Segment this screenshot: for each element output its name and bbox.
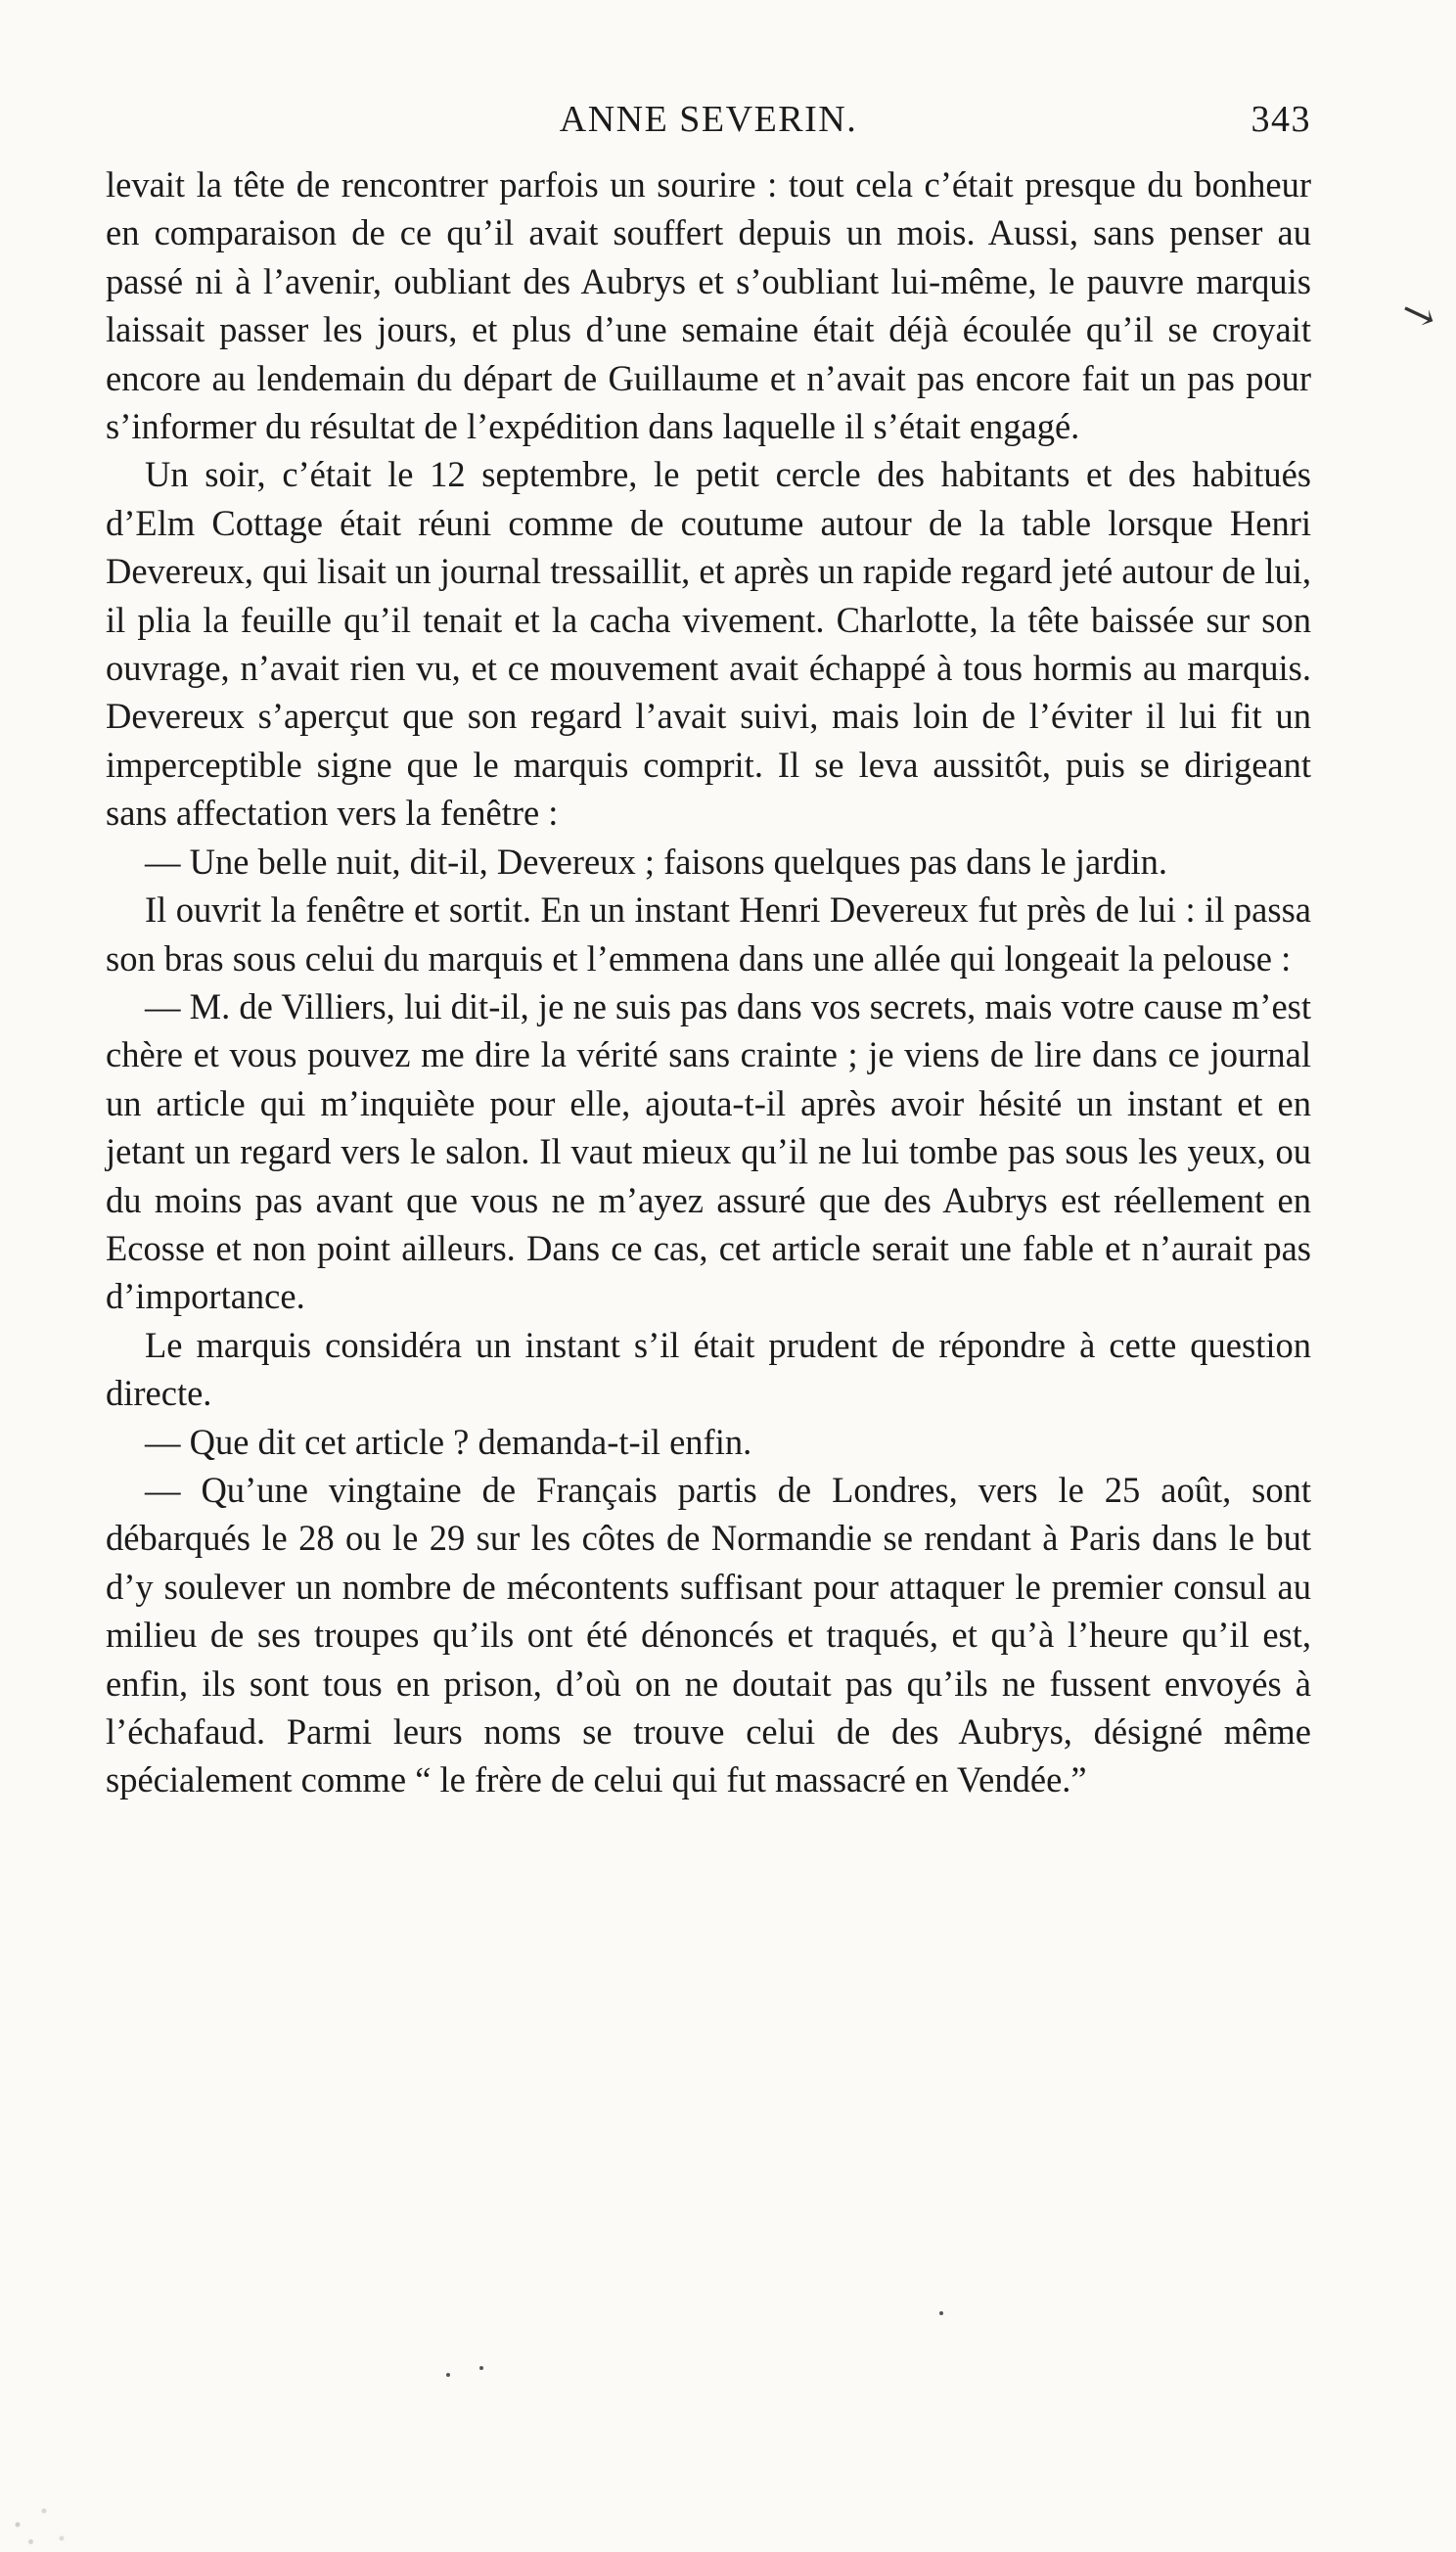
page-number: 343 — [1251, 99, 1311, 140]
ink-speck — [479, 2366, 483, 2370]
paragraph-8: — Qu’une vingtaine de Français partis de Londres, vers le 25 août, sont débarqués le 28 ou le 29 sur les côtes de Normandie se rendant à Paris dans le but d’y soulever un nombre de mécontents suffisant pour attaquer le premier consul au milieu de ses troupes qu’ils ont été dénoncés et traqués, et qu’à l’heure qu’il est, enfin, ils sont tous en prison, d’où on ne doutait pas qu’ils ne fussent envoyés à l’échafaud. Parmi leurs noms se trouve celui de des Aubrys, désigné même spécialement comme “ le frère de celui qui fut massacré en Vendée.” — [106, 1469, 1311, 1800]
ink-speck — [446, 2373, 450, 2377]
margin-ink-mark: ↘ — [1394, 288, 1443, 342]
paragraph-4: Il ouvrit la fenêtre et sortit. En un instant Henri Devereux fut près de lui : il passa son bras sous celui du marquis et l’emmena dans une allée qui longeait la pelouse : — [106, 889, 1311, 979]
paragraph-5: — M. de Villiers, lui dit-il, je ne suis pas dans vos secrets, mais votre cause m’est chère et vous pouvez me dire la vérité sans crainte ; je viens de lire dans ce journal un article qui m’inquiète pour elle, ajouta-t-il après avoir hésité un instant et en jetant un regard vers le salon. Il vaut mieux qu’il ne lui tombe pas sous les yeux, ou du moins pas avant que vous ne m’ayez assuré que des Aubrys est réellement en Ecosse et non point ailleurs. Dans ce cas, cet article serait une fable et n’aurait pas d’importance. — [106, 985, 1311, 1317]
paragraph-6: Le marquis considéra un instant s’il était prudent de répondre à cette question directe. — [106, 1324, 1311, 1414]
body-text — [106, 160, 1311, 1804]
paragraph-1: levait la tête de rencontrer parfois un sourire : tout cela c’était presque du bonheur en comparaison de ce qu’il avait souffert depuis un mois. Aussi, sans penser au passé ni à l’avenir, oubliant des Aubrys et s’oubliant lui-même, le pauvre marquis laissait passer les jours, et plus d’une semaine était déjà écoulée qu’il se croyait encore au lendemain du départ de Guillaume et n’avait pas encore fait un pas pour s’informer du résultat de l’expédition dans laquelle il s’était engagé. — [106, 164, 1311, 447]
running-header — [106, 98, 1311, 160]
ink-speck — [939, 2311, 943, 2315]
book-page — [106, 98, 1311, 1804]
page-corner-noise — [0, 2484, 88, 2552]
paragraph-2: Un soir, c’était le 12 septembre, le petit cercle des habitants et des habitués d’Elm Cottage était réuni comme de coutume autour de la table lorsque Henri Devereux, qui lisait un journal tressaillit, et après un rapide regard jeté autour de lui, il plia la feuille qu’il tenait et la cacha vivement. Charlotte, la tête baissée sur son ouvrage, n’avait rien vu, et ce mouvement avait échappé à tous hormis au marquis. Devereux s’aperçut que son regard l’avait suivi, mais loin de l’éviter il lui fit un imperceptible signe que le marquis comprit. Il se leva aussitôt, puis se dirigeant sans affectation vers la fenêtre : — [106, 454, 1311, 834]
running-title: ANNE SEVERIN. — [559, 99, 858, 140]
paragraph-3: — Une belle nuit, dit-il, Devereux ; faisons quelques pas dans le jardin. — [145, 841, 1168, 882]
paragraph-7: — Que dit cet article ? demanda-t-il enfin. — [145, 1421, 752, 1462]
